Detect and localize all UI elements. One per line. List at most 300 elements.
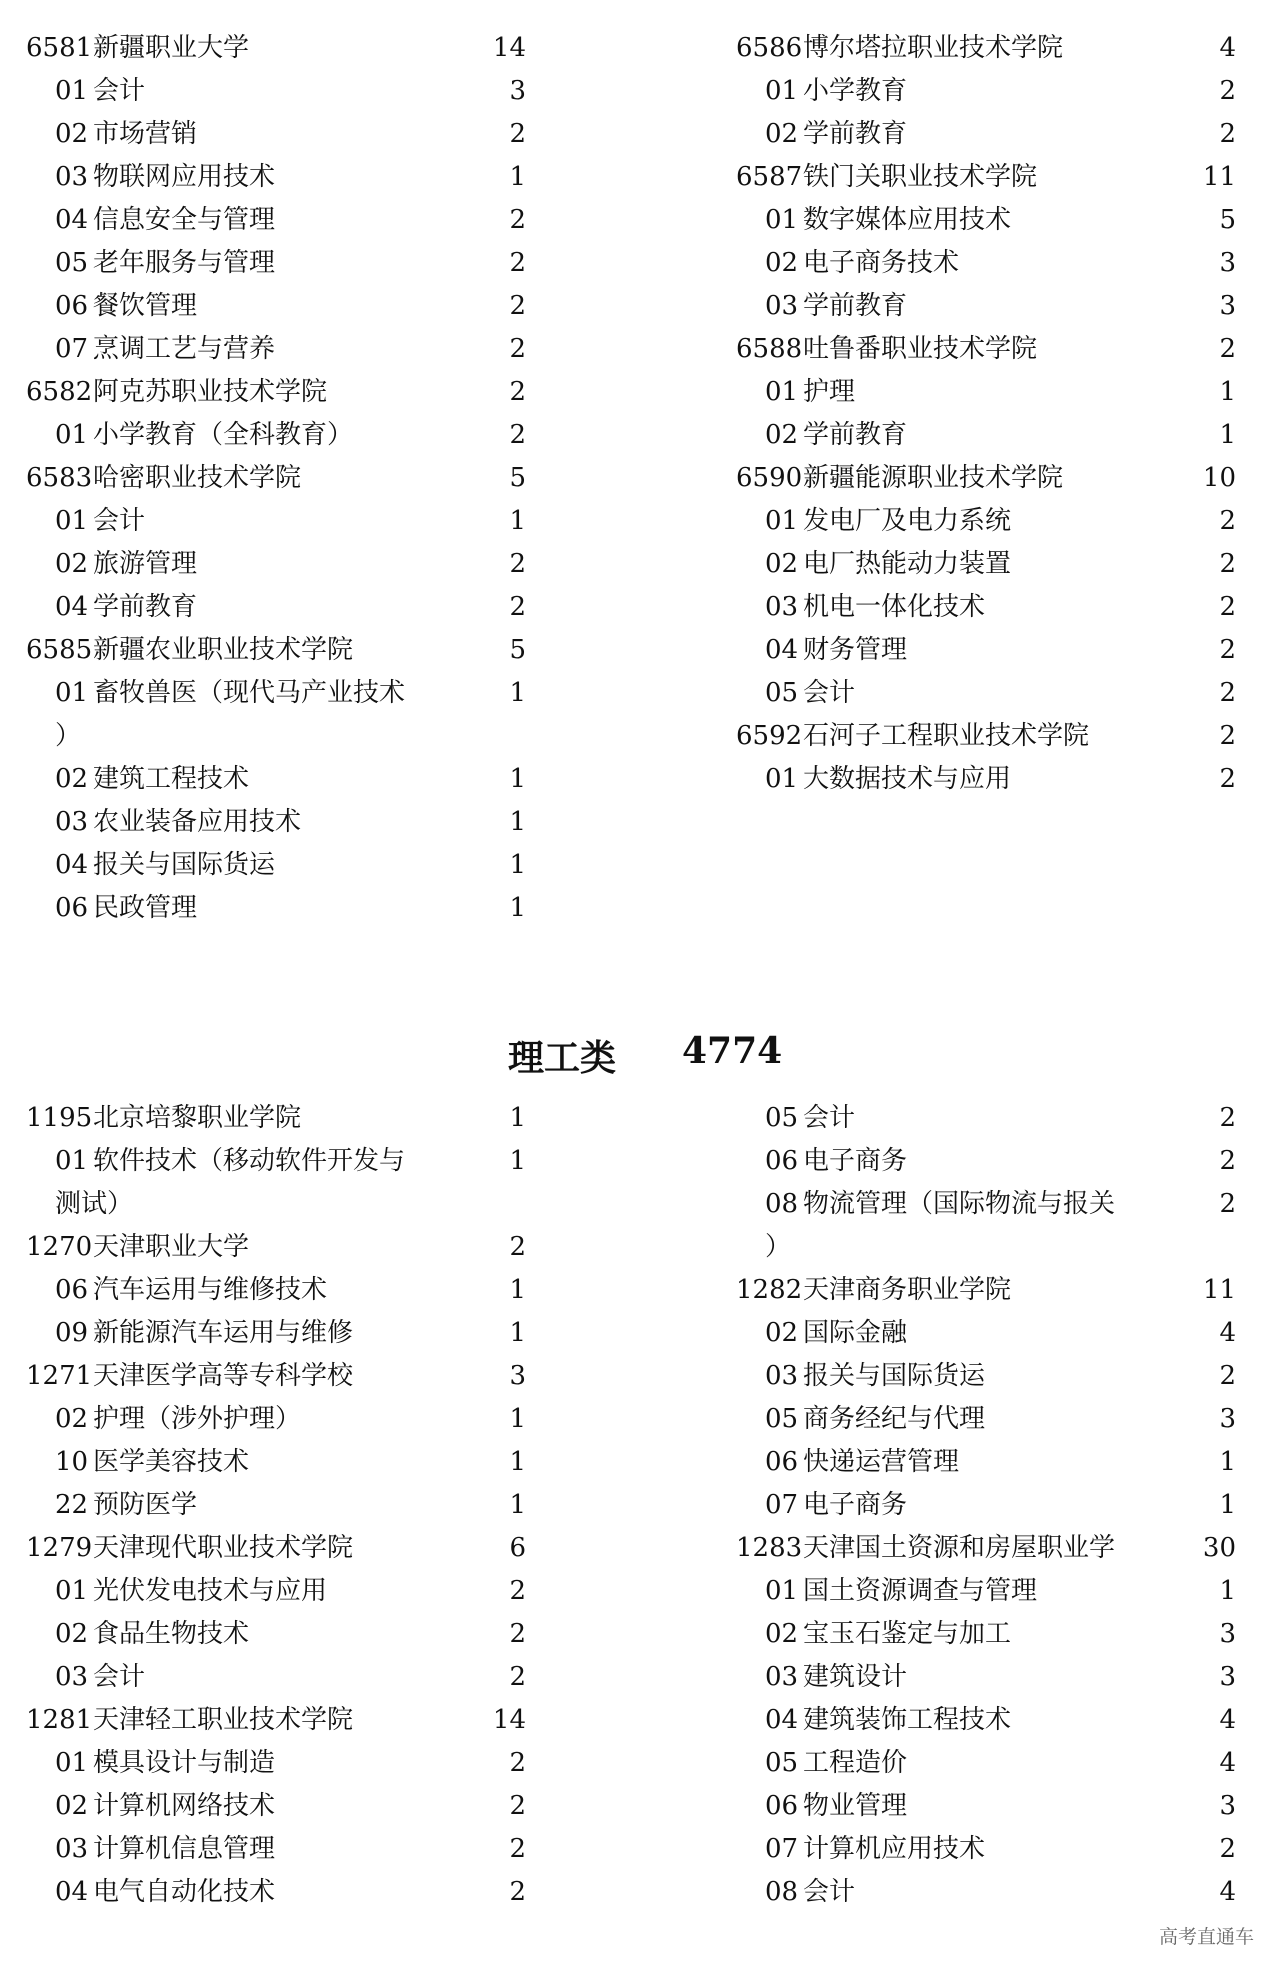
category-title: 理工类 (508, 1037, 617, 1079)
major-name: 会计 (803, 1877, 856, 1907)
school-name: 新疆农业职业技术学院 (93, 635, 354, 665)
major-name: 会计 (93, 506, 146, 536)
major-name: 汽车运用与维修技术 (93, 1275, 328, 1305)
quota-count: 2 (509, 1791, 526, 1821)
major-code: 07 (55, 334, 89, 364)
major-code: 04 (55, 205, 89, 235)
major-name: 电子商务技术 (803, 248, 960, 278)
major-row (26, 242, 526, 285)
major-name: 建筑装饰工程技术 (803, 1705, 1012, 1735)
major-name: 信息安全与管理 (93, 205, 276, 235)
quota-count: 1 (1219, 1576, 1236, 1606)
major-row (26, 156, 526, 199)
major-row (26, 887, 526, 930)
quota-count: 3 (509, 1361, 526, 1391)
major-code: 08 (765, 1189, 799, 1219)
quota-count: 2 (509, 205, 526, 235)
school-code: 1283 (736, 1533, 803, 1563)
school-row (26, 1226, 526, 1269)
quota-count: 2 (509, 1662, 526, 1692)
quota-count: 1 (509, 678, 526, 708)
quota-count: 11 (1202, 1275, 1236, 1305)
major-name: 电子商务 (803, 1146, 908, 1176)
major-name: 旅游管理 (93, 549, 198, 579)
major-code: 02 (765, 420, 799, 450)
major-row (26, 1484, 526, 1527)
school-row (26, 1355, 526, 1398)
major-code: 04 (55, 850, 89, 880)
major-row (736, 1441, 1236, 1484)
major-code: 01 (765, 1576, 799, 1606)
major-name: 预防医学 (93, 1490, 198, 1520)
quota-count: 2 (509, 291, 526, 321)
major-row (736, 1785, 1236, 1828)
major-row (736, 414, 1236, 457)
major-code: 01 (765, 76, 799, 106)
major-row (736, 543, 1236, 586)
major-name: 建筑设计 (803, 1662, 908, 1692)
quota-count: 2 (509, 1877, 526, 1907)
major-code: 02 (765, 119, 799, 149)
major-row (26, 1828, 526, 1871)
quota-count: 3 (1219, 1791, 1236, 1821)
quota-count: 2 (509, 1748, 526, 1778)
school-name: 博尔塔拉职业技术学院 (803, 33, 1064, 63)
major-code: 04 (765, 1705, 799, 1735)
major-code: 01 (55, 506, 89, 536)
major-name: 农业装备应用技术 (93, 807, 302, 837)
school-name: 吐鲁番职业技术学院 (803, 334, 1038, 364)
school-code: 1270 (26, 1232, 93, 1262)
quota-count: 2 (509, 377, 526, 407)
major-name: 物流管理（国际物流与报关 (803, 1189, 1116, 1219)
category-heading (0, 1030, 1280, 1080)
quota-count: 2 (1219, 764, 1236, 794)
school-row (736, 1269, 1236, 1312)
school-code: 6583 (26, 463, 93, 493)
school-code: 6592 (736, 721, 803, 751)
quota-count: 1 (509, 1275, 526, 1305)
quota-count: 2 (1219, 635, 1236, 665)
major-name: 医学美容技术 (93, 1447, 250, 1477)
quota-count: 2 (509, 549, 526, 579)
school-row (26, 1097, 526, 1140)
major-name: 测试） (55, 1189, 134, 1219)
major-name: 物联网应用技术 (93, 162, 276, 192)
major-code: 02 (765, 248, 799, 278)
quota-count: 1 (1219, 1490, 1236, 1520)
major-code: 03 (55, 807, 89, 837)
major-name: 国土资源调查与管理 (803, 1576, 1038, 1606)
quota-count: 30 (1202, 1533, 1236, 1563)
major-code: 04 (55, 1877, 89, 1907)
school-code: 6587 (736, 162, 803, 192)
major-row (736, 1656, 1236, 1699)
major-name: 烹调工艺与营养 (93, 334, 276, 364)
quota-count: 3 (1219, 1662, 1236, 1692)
category-count: 4774 (682, 1030, 783, 1072)
major-row (736, 586, 1236, 629)
major-code: 07 (765, 1490, 799, 1520)
quota-count: 1 (509, 1103, 526, 1133)
school-row (736, 328, 1236, 371)
section1-right-column (736, 27, 1236, 801)
major-row (26, 1785, 526, 1828)
major-row (736, 1484, 1236, 1527)
major-code: 01 (765, 506, 799, 536)
school-code: 6588 (736, 334, 803, 364)
major-code: 01 (765, 205, 799, 235)
major-row (736, 242, 1236, 285)
quota-count: 4 (1219, 1748, 1236, 1778)
wrap-row (26, 1183, 526, 1226)
section1-left-column (26, 27, 526, 930)
school-row (26, 27, 526, 70)
major-name: 会计 (93, 1662, 146, 1692)
major-name: 学前教育 (803, 291, 908, 321)
major-code: 03 (765, 1361, 799, 1391)
major-name: ） (765, 1232, 792, 1262)
major-name: 建筑工程技术 (93, 764, 250, 794)
major-name: 商务经纪与代理 (803, 1404, 986, 1434)
major-name: 报关与国际货运 (803, 1361, 986, 1391)
major-row (26, 1398, 526, 1441)
quota-count: 11 (1202, 162, 1236, 192)
major-row (26, 113, 526, 156)
quota-count: 2 (1219, 549, 1236, 579)
major-row (26, 543, 526, 586)
major-row (26, 672, 526, 715)
major-code: 02 (55, 1404, 89, 1434)
quota-count: 2 (1219, 1834, 1236, 1864)
quota-count: 1 (1219, 420, 1236, 450)
quota-count: 2 (509, 248, 526, 278)
school-name: 天津职业大学 (93, 1232, 250, 1262)
major-code: 03 (765, 291, 799, 321)
major-row (26, 500, 526, 543)
major-code: 03 (765, 592, 799, 622)
quota-count: 2 (1219, 1189, 1236, 1219)
school-name: 新疆能源职业技术学院 (803, 463, 1064, 493)
school-row (736, 156, 1236, 199)
watermark: 高考直通车 (1158, 1926, 1254, 1948)
major-row (736, 1312, 1236, 1355)
school-row (26, 371, 526, 414)
major-name: 老年服务与管理 (93, 248, 276, 278)
school-code: 6581 (26, 33, 93, 63)
quota-count: 14 (492, 33, 526, 63)
major-name: 快递运营管理 (803, 1447, 960, 1477)
major-row (736, 1097, 1236, 1140)
major-row (736, 1140, 1236, 1183)
quota-count: 2 (1219, 506, 1236, 536)
major-row (736, 199, 1236, 242)
major-row (26, 801, 526, 844)
major-code: 01 (55, 1748, 89, 1778)
quota-count: 1 (509, 506, 526, 536)
major-row (736, 285, 1236, 328)
major-code: 01 (55, 1576, 89, 1606)
quota-count: 2 (1219, 334, 1236, 364)
school-code: 6585 (26, 635, 93, 665)
school-row (736, 1527, 1236, 1570)
quota-count: 2 (1219, 592, 1236, 622)
school-name: 北京培黎职业学院 (93, 1103, 302, 1133)
quota-count: 1 (509, 807, 526, 837)
quota-count: 4 (1219, 1877, 1236, 1907)
school-code: 6582 (26, 377, 93, 407)
major-name: 护理 (803, 377, 856, 407)
major-name: 模具设计与制造 (93, 1748, 276, 1778)
major-row (736, 500, 1236, 543)
major-name: 工程造价 (803, 1748, 908, 1778)
major-code: 03 (55, 1662, 89, 1692)
major-code: 03 (55, 1834, 89, 1864)
major-row (736, 1828, 1236, 1871)
major-code: 06 (55, 1275, 89, 1305)
major-row (736, 1699, 1236, 1742)
quota-count: 5 (509, 635, 526, 665)
major-name: 大数据技术与应用 (803, 764, 1012, 794)
major-row (26, 844, 526, 887)
major-code: 05 (765, 1103, 799, 1133)
school-code: 1282 (736, 1275, 803, 1305)
major-code: 02 (55, 549, 89, 579)
major-row (26, 1269, 526, 1312)
major-row (26, 414, 526, 457)
major-code: 02 (765, 1619, 799, 1649)
major-name: 会计 (93, 76, 146, 106)
major-row (736, 70, 1236, 113)
quota-count: 1 (509, 1490, 526, 1520)
major-name: 报关与国际货运 (93, 850, 276, 880)
quota-count: 2 (1219, 1361, 1236, 1391)
major-code: 10 (55, 1447, 89, 1477)
major-code: 03 (765, 1662, 799, 1692)
quota-count: 5 (509, 463, 526, 493)
quota-count: 2 (509, 420, 526, 450)
major-row (26, 70, 526, 113)
quota-count: 1 (1219, 377, 1236, 407)
major-code: 02 (55, 1619, 89, 1649)
major-code: 03 (55, 162, 89, 192)
major-name: 畜牧兽医（现代马产业技术 (93, 678, 406, 708)
school-row (26, 1527, 526, 1570)
quota-count: 1 (509, 1404, 526, 1434)
major-row (26, 586, 526, 629)
major-name: 财务管理 (803, 635, 908, 665)
major-row (736, 629, 1236, 672)
major-row (26, 1570, 526, 1613)
quota-count: 1 (509, 1318, 526, 1348)
major-code: 06 (765, 1791, 799, 1821)
major-code: 01 (55, 678, 89, 708)
school-row (26, 629, 526, 672)
major-name: 计算机网络技术 (93, 1791, 276, 1821)
school-name: 阿克苏职业技术学院 (93, 377, 328, 407)
major-row (736, 1742, 1236, 1785)
major-code: 06 (765, 1146, 799, 1176)
major-name: 餐饮管理 (93, 291, 198, 321)
major-name: 市场营销 (93, 119, 198, 149)
major-code: 01 (55, 1146, 89, 1176)
major-code: 05 (765, 1748, 799, 1778)
quota-count: 2 (1219, 1146, 1236, 1176)
major-row (736, 1183, 1236, 1226)
quota-count: 10 (1202, 463, 1236, 493)
quota-count: 3 (1219, 1404, 1236, 1434)
wrap-row (26, 715, 526, 758)
major-code: 05 (765, 1404, 799, 1434)
school-row (736, 715, 1236, 758)
school-row (26, 457, 526, 500)
quota-count: 5 (1219, 205, 1236, 235)
school-name: 天津商务职业学院 (803, 1275, 1012, 1305)
major-name: 数字媒体应用技术 (803, 205, 1012, 235)
major-name: 发电厂及电力系统 (803, 506, 1012, 536)
quota-count: 1 (509, 162, 526, 192)
quota-count: 2 (1219, 1103, 1236, 1133)
major-name: ） (55, 721, 82, 751)
school-name: 天津轻工职业技术学院 (93, 1705, 354, 1735)
quota-count: 1 (1219, 1447, 1236, 1477)
school-name: 天津现代职业技术学院 (93, 1533, 354, 1563)
major-row (26, 199, 526, 242)
quota-count: 4 (1219, 1705, 1236, 1735)
major-code: 01 (765, 377, 799, 407)
major-row (26, 1140, 526, 1183)
major-name: 新能源汽车运用与维修 (93, 1318, 354, 1348)
quota-count: 1 (509, 764, 526, 794)
quota-count: 2 (509, 119, 526, 149)
quota-count: 3 (1219, 291, 1236, 321)
major-name: 宝玉石鉴定与加工 (803, 1619, 1012, 1649)
major-name: 小学教育（全科教育） (93, 420, 354, 450)
major-row (26, 1312, 526, 1355)
major-name: 计算机应用技术 (803, 1834, 986, 1864)
major-name: 软件技术（移动软件开发与 (93, 1146, 406, 1176)
major-row (736, 371, 1236, 414)
quota-count: 4 (1219, 1318, 1236, 1348)
major-code: 02 (765, 549, 799, 579)
major-row (26, 1613, 526, 1656)
major-row (26, 328, 526, 371)
school-code: 1271 (26, 1361, 93, 1391)
section2-left-column (26, 1097, 526, 1914)
quota-count: 14 (492, 1705, 526, 1735)
major-name: 电气自动化技术 (93, 1877, 276, 1907)
major-code: 05 (55, 248, 89, 278)
major-code: 01 (55, 76, 89, 106)
school-name: 天津医学高等专科学校 (93, 1361, 354, 1391)
school-name: 哈密职业技术学院 (93, 463, 302, 493)
quota-count: 2 (509, 334, 526, 364)
major-row (26, 1656, 526, 1699)
quota-count: 3 (1219, 248, 1236, 278)
quota-count: 2 (1219, 119, 1236, 149)
quota-count: 2 (1219, 678, 1236, 708)
school-code: 1195 (26, 1103, 93, 1133)
major-code: 09 (55, 1318, 89, 1348)
school-name: 天津国土资源和房屋职业学 (803, 1533, 1116, 1563)
quota-count: 2 (509, 1619, 526, 1649)
major-code: 04 (765, 635, 799, 665)
wrap-row (736, 1226, 1236, 1269)
major-code: 06 (55, 291, 89, 321)
school-row (26, 1699, 526, 1742)
major-row (26, 758, 526, 801)
quota-count: 2 (1219, 76, 1236, 106)
major-name: 会计 (803, 1103, 856, 1133)
major-name: 民政管理 (93, 893, 198, 923)
major-row (26, 285, 526, 328)
quota-count: 3 (509, 76, 526, 106)
quota-count: 6 (509, 1533, 526, 1563)
quota-count: 1 (509, 850, 526, 880)
major-code: 01 (765, 764, 799, 794)
school-name: 石河子工程职业技术学院 (803, 721, 1090, 751)
major-code: 05 (765, 678, 799, 708)
major-row (736, 1871, 1236, 1914)
major-name: 护理（涉外护理） (93, 1404, 302, 1434)
quota-count: 1 (509, 1146, 526, 1176)
major-row (736, 1570, 1236, 1613)
major-name: 食品生物技术 (93, 1619, 250, 1649)
major-name: 计算机信息管理 (93, 1834, 276, 1864)
major-row (736, 1355, 1236, 1398)
major-code: 06 (765, 1447, 799, 1477)
section2-right-column (736, 1097, 1236, 1914)
major-name: 国际金融 (803, 1318, 908, 1348)
major-name: 电厂热能动力装置 (803, 549, 1012, 579)
major-row (736, 1398, 1236, 1441)
major-row (736, 758, 1236, 801)
major-code: 08 (765, 1877, 799, 1907)
quota-count: 2 (509, 1834, 526, 1864)
major-code: 22 (55, 1490, 89, 1520)
major-code: 02 (55, 119, 89, 149)
major-name: 光伏发电技术与应用 (93, 1576, 328, 1606)
quota-count: 2 (509, 592, 526, 622)
major-code: 02 (55, 764, 89, 794)
quota-count: 3 (1219, 1619, 1236, 1649)
major-name: 电子商务 (803, 1490, 908, 1520)
quota-count: 1 (509, 893, 526, 923)
quota-count: 2 (1219, 721, 1236, 751)
major-name: 机电一体化技术 (803, 592, 986, 622)
school-name: 铁门关职业技术学院 (803, 162, 1038, 192)
quota-count: 4 (1219, 33, 1236, 63)
major-row (26, 1742, 526, 1785)
major-row (736, 113, 1236, 156)
quota-count: 2 (509, 1576, 526, 1606)
school-code: 1279 (26, 1533, 93, 1563)
major-row (736, 672, 1236, 715)
major-name: 学前教育 (93, 592, 198, 622)
major-name: 物业管理 (803, 1791, 908, 1821)
major-code: 02 (55, 1791, 89, 1821)
major-row (736, 1613, 1236, 1656)
major-name: 会计 (803, 678, 856, 708)
major-name: 小学教育 (803, 76, 908, 106)
school-code: 6590 (736, 463, 803, 493)
major-name: 学前教育 (803, 420, 908, 450)
school-row (736, 457, 1236, 500)
major-code: 06 (55, 893, 89, 923)
school-row (736, 27, 1236, 70)
major-code: 04 (55, 592, 89, 622)
major-row (26, 1871, 526, 1914)
